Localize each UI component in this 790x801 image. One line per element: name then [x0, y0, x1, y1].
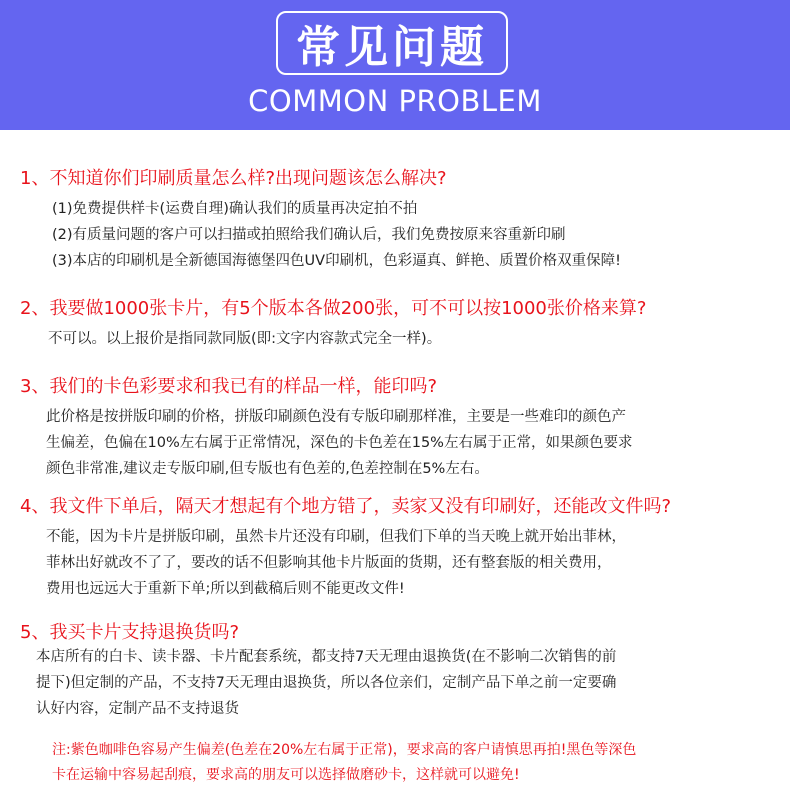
answer-2-line-1: 不可以。以上报价是指同款同版(即:文字内容款式完全一样)。	[48, 331, 442, 347]
question-5-title: 5、我买卡片支持退换货吗?	[20, 622, 240, 643]
note-line-2: 卡在运输中容易起刮痕，要求高的朋友可以选择做磨砂卡，这样就可以避免!	[52, 767, 520, 783]
footer-note	[52, 738, 636, 788]
page-subtitle: COMMON PROBLEM	[248, 84, 542, 118]
answer-3-line-3: 颜色非常准,建议走专版印刷,但专版也有色差的,色差控制在5%左右。	[46, 461, 489, 477]
answer-5-line-3: 认好内容，定制产品不支持退货	[36, 701, 239, 717]
answer-4-line-1: 不能，因为卡片是拼版印刷，虽然卡片还没有印刷，但我们下单的当天晚上就开始出菲林，	[46, 529, 626, 545]
answer-3-line-1: 此价格是按拼版印刷的价格，拼版印刷颜色没有专版印刷那样准，主要是一些难印的颜色产	[46, 409, 626, 425]
header-banner	[0, 0, 790, 130]
question-3-title: 3、我们的卡色彩要求和我已有的样品一样，能印吗?	[20, 376, 438, 397]
answer-5-line-2: 提下)但定制的产品，不支持7天无理由退换货，所以各位亲们，定制产品下单之前一定要确	[36, 675, 617, 691]
question-4-title: 4、我文件下单后，隔天才想起有个地方错了，卖家又没有印刷好，还能改文件吗?	[20, 496, 672, 517]
answer-1-line-3: (3)本店的印刷机是全新德国海德堡四色UV印刷机，色彩逼真、鲜艳、质置价格双重保障!	[52, 253, 621, 269]
answer-1-line-2: (2)有质量问题的客户可以扫描或拍照给我们确认后，我们免费按原来容重新印刷	[52, 227, 566, 243]
page-title: 常见问题	[276, 11, 508, 75]
question-2-title: 2、我要做1000张卡片，有5个版本各做200张，可不可以按1000张价格来算?	[20, 298, 647, 319]
answer-5-line-1: 本店所有的白卡、读卡器、卡片配套系统，都支持7天无理由退换货(在不影响二次销售的前	[36, 649, 617, 665]
answer-3-line-2: 生偏差，色偏在10%左右属于正常情况，深色的卡色差在15%左右属于正常，如果颜色要求	[46, 435, 633, 451]
note-line-1: 注:紫色咖啡色容易产生偏差(色差在20%左右属于正常)，要求高的客户请慎思再拍!黑色等深色	[52, 742, 637, 758]
answer-4-line-3: 费用也远远大于重新下单;所以到截稿后则不能更改文件!	[46, 581, 405, 597]
answer-1-line-1: (1)免费提供样卡(运费自理)确认我们的质量再决定拍不拍	[52, 201, 418, 217]
question-1-title: 1、不知道你们印刷质量怎么样?出现问题该怎么解决?	[20, 168, 447, 189]
answer-4-line-2: 菲林出好就改不了了，要改的话不但影响其他卡片版面的货期，还有整套版的相关费用，	[46, 555, 612, 571]
